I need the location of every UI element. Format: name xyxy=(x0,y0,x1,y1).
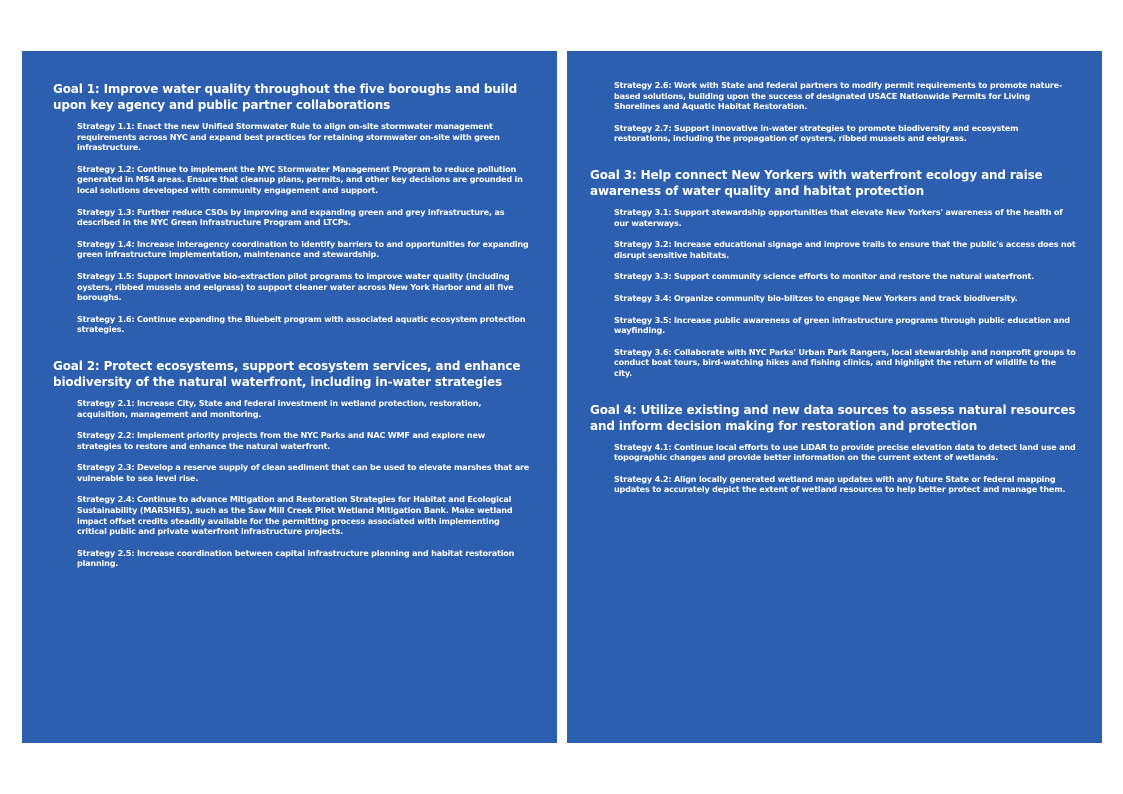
strategy-3-6: Strategy 3.6: Collaborate with NYC Parks' Urban Park Rangers, local stewardship and nonprofit groups to conduct boat tours, bird-watching hikes and fishing clinics, and highlight the return of wildlife to the city. xyxy=(614,346,1076,378)
strategy-1-2: Strategy 1.2: Continue to implement the NYC Stormwater Management Program to reduce pollution generated in MS4 areas. Ensure that cleanup plans, permits, and other key decisions are grounded in local solutions developed with community engagement and support. xyxy=(77,163,523,195)
strategy-2-2: Strategy 2.2: Implement priority projects from the NYC Parks and NAC WMF and explore new strategies to restore and enhance the natural waterfront. xyxy=(77,430,486,451)
strategy-1-3: Strategy 1.3: Further reduce CSOs by improving and expanding green and grey infrastructure, as described in the NYC Green Infrastructure Program and LTCPs. xyxy=(77,206,505,228)
goal-4-title: Goal 4: Utilize existing and new data sources to assess natural resources and inform decision making for restoration and protection xyxy=(590,402,1076,433)
strategy-2-5: Strategy 2.5: Increase coordination between capital infrastructure planning and habitat restoration planning. xyxy=(77,547,515,569)
strategy-1-4: Strategy 1.4: Increase interagency coordination to identify barriers to and opportunities for expanding green infrastructure implementation, maintenance and stewardship. xyxy=(77,238,529,260)
strategy-3-5: Strategy 3.5: Increase public awareness of green infrastructure programs through public education and wayfinding. xyxy=(614,314,1070,336)
strategy-4-1: Strategy 4.1: Continue local efforts to use LiDAR to provide precise elevation data to detect land use and topographic changes and provide better information on the current extent of wetlands. xyxy=(614,441,1076,463)
strategy-4-2: Strategy 4.2: Align locally generated wetland map updates with any future State or federal mapping updates to accurately depict the extent of wetland resources to help better protect and manage them. xyxy=(614,473,1066,495)
strategy-1-1: Strategy 1.1: Enact the new Unified Stormwater Rule to align on-site stormwater management requirements across NYC and expand best practices for retaining stormwater on-site with green infrastructure. xyxy=(77,121,500,153)
strategy-1-5: Strategy 1.5: Support innovative bio-extraction pilot programs to improve water quality (including oysters, ribbed mussels and eelgrass) to support cleaner water across New York Harbor and all five boroughs. xyxy=(77,270,514,303)
goal-2-title: Goal 2: Protect ecosystems, support ecosystem services, and enhance biodiversity of the natural waterfront, including in-water strategies xyxy=(53,358,521,389)
goal-1-title: Goal 1: Improve water quality throughout the five boroughs and build upon key agency and public partner collaborations xyxy=(53,82,518,112)
strategy-1-6: Strategy 1.6: Continue expanding the Bluebelt program with associated aquatic ecosystem protection strategies. xyxy=(77,313,526,335)
strategy-3-1: Strategy 3.1: Support stewardship opportunities that elevate New Yorkers' awareness of the health of our waterways. xyxy=(614,206,1063,228)
strategy-2-6: Strategy 2.6: Work with State and federal partners to modify permit requirements to promote nature-based solutions, building upon the success of designated USACE Nationwide Permits for Living Shorelines and Aquatic Habitat Restoration. xyxy=(614,80,1063,112)
strategy-3-2: Strategy 3.2: Increase educational signage and improve trails to ensure that the public's access does not disrupt sensitive habitats. xyxy=(614,239,1076,260)
strategy-2-1: Strategy 2.1: Increase City, State and federal investment in wetland protection, restoration, acquisition, management and monitoring. xyxy=(77,397,482,419)
strategy-2-4: Strategy 2.4: Continue to advance Mitigation and Restoration Strategies for Habitat and Ecological Sustainability (MARSHES), such as the Saw Mill Creek Pilot Wetland Mitigation Bank. Make wetland impact offset credits steadily available for the permitting process associated with implementing critical public and private waterfront infrastructure projects. xyxy=(77,494,513,537)
goal-3-title: Goal 3: Help connect New Yorkers with waterfront ecology and raise awareness of water quality and habitat protection xyxy=(590,167,1043,198)
strategy-3-3: Strategy 3.3: Support community science efforts to monitor and restore the natural waterfront. xyxy=(614,271,1035,282)
strategy-2-7: Strategy 2.7: Support innovative in-water strategies to promote biodiversity and ecosystem restorations, including the propagation of oysters, ribbed mussels and eelgrass. xyxy=(614,122,1019,144)
strategy-2-3: Strategy 2.3: Develop a reserve supply of clean sediment that can be used to elevate marshes that are vulnerable to sea level rise. xyxy=(77,462,530,483)
strategy-3-4: Strategy 3.4: Organize community bio-blitzes to engage New Yorkers and track biodiversity. xyxy=(614,292,1018,303)
left-page-panel xyxy=(22,51,557,743)
right-page-panel xyxy=(567,51,1102,743)
